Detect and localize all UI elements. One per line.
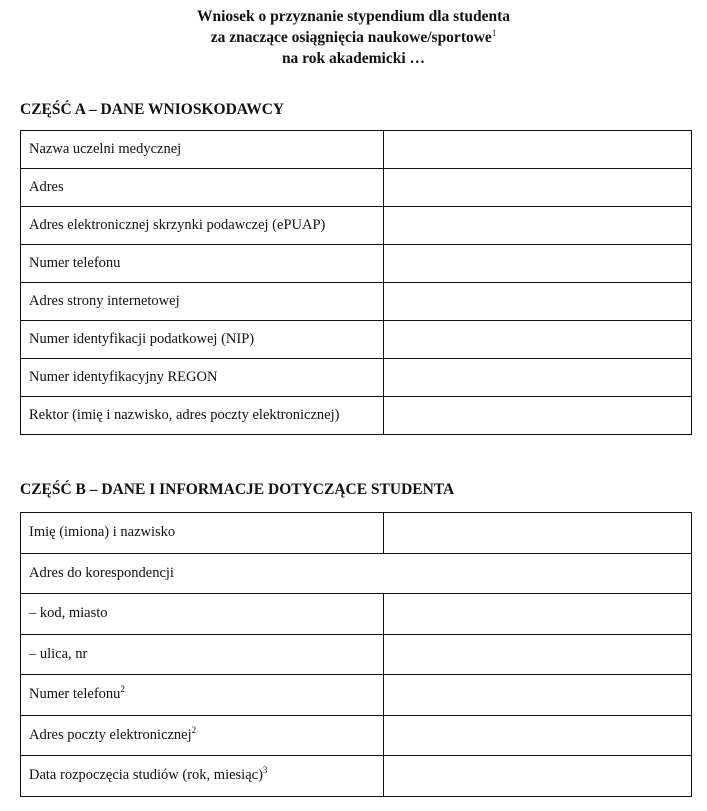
field-label: Numer identyfikacji podatkowej (NIP)	[21, 321, 384, 359]
table-row	[21, 207, 692, 245]
section-a-heading: CZĘŚĆ A – DANE WNIOSKODAWCY	[20, 101, 285, 118]
field-value[interactable]	[384, 634, 692, 675]
field-value[interactable]	[384, 715, 692, 756]
table-row	[21, 675, 692, 716]
table-row	[21, 169, 692, 207]
field-value[interactable]	[384, 321, 692, 359]
field-label	[21, 594, 384, 635]
footnote-marker: 2	[120, 684, 125, 695]
field-value[interactable]	[384, 359, 692, 397]
field-label	[21, 715, 384, 756]
student-data-table	[20, 512, 692, 797]
field-label: Nazwa uczelni medycznej	[21, 131, 384, 169]
field-value[interactable]	[384, 513, 692, 554]
title-line-3: na rok akademicki …	[281, 50, 426, 67]
field-value[interactable]	[384, 594, 692, 635]
table-row	[21, 553, 692, 594]
field-label: Rektor (imię i nazwisko, adres poczty elektronicznej)	[21, 397, 384, 435]
field-label	[21, 675, 384, 716]
table-row	[21, 756, 692, 797]
table-row	[21, 634, 692, 675]
table-row	[21, 131, 692, 169]
field-value[interactable]	[384, 397, 692, 435]
table-row	[21, 397, 692, 435]
field-value[interactable]	[384, 283, 692, 321]
table-row	[21, 283, 692, 321]
field-label	[21, 513, 384, 554]
footnote-marker: 2	[191, 724, 197, 735]
table-row	[21, 321, 692, 359]
field-value[interactable]	[384, 169, 692, 207]
field-label	[21, 634, 384, 675]
field-label: Adres strony internetowej	[21, 283, 384, 321]
field-label-text: Imię (imiona) i nazwisko	[29, 524, 176, 541]
title-line-2	[0, 27, 707, 48]
field-value[interactable]	[384, 675, 692, 716]
field-label	[21, 756, 384, 797]
field-value[interactable]	[384, 245, 692, 283]
field-label-text: Adres poczty elektronicznej	[29, 726, 192, 743]
field-value[interactable]	[384, 131, 692, 169]
footnote-marker: 3	[262, 765, 268, 776]
field-label: Numer identyfikacyjny REGON	[21, 359, 384, 397]
title-line-2-text: za znaczące osiągnięcia naukowe/sportowe	[210, 29, 492, 46]
footnote-marker: 1	[491, 27, 497, 38]
field-label: Numer telefonu	[21, 245, 384, 283]
field-value[interactable]	[384, 756, 692, 797]
applicant-data-table	[20, 130, 692, 435]
table-row	[21, 715, 692, 756]
field-value[interactable]	[384, 207, 692, 245]
field-label: Adres elektronicznej skrzynki podawczej (ePUAP)	[21, 207, 384, 245]
field-label: Adres	[21, 169, 384, 207]
table-row	[21, 594, 692, 635]
section-b-heading: CZĘŚĆ B – DANE I INFORMACJE DOTYCZĄCE STUDENTA	[20, 481, 455, 498]
document-title	[0, 6, 707, 69]
field-label-text: Numer telefonu	[29, 686, 121, 703]
title-line-1: Wniosek o przyznanie stypendium dla studenta	[196, 8, 511, 25]
field-label-text: – kod, miasto	[29, 605, 108, 622]
field-label-group-header	[21, 553, 692, 594]
field-label-text: Data rozpoczęcia studiów (rok, miesiąc)	[29, 767, 263, 784]
field-label-text: – ulica, nr	[29, 645, 88, 662]
table-row	[21, 513, 692, 554]
table-row	[21, 245, 692, 283]
table-row	[21, 359, 692, 397]
field-label-text: Adres do korespondencji	[29, 564, 174, 581]
